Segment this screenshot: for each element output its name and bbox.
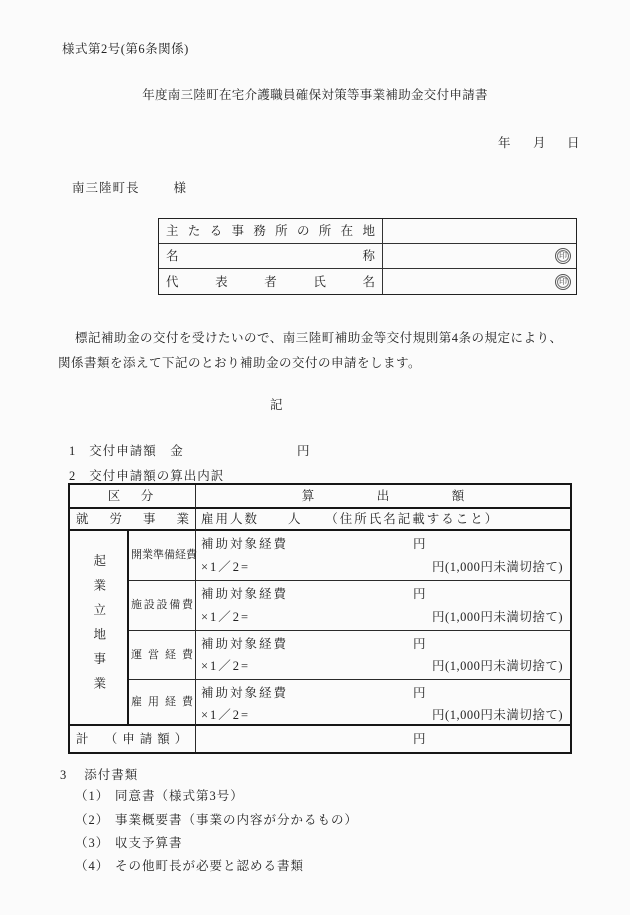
attachment-number: （4） — [75, 859, 110, 873]
body-line-1: 標記補助金の交付を受けたいので、南三陸町補助金等交付規則第4条の規定により、 — [75, 331, 563, 345]
total-row-label: 計 （申請額） — [70, 726, 196, 752]
item-label: 交付申請額 金 — [89, 444, 184, 458]
attachment-number: （1） — [75, 789, 110, 803]
addressee-honorific: 様 — [173, 181, 188, 195]
seal-mark-icon: 印 — [555, 274, 571, 290]
item-application-amount — [69, 441, 469, 459]
expense-value-operating — [196, 631, 570, 680]
attachment-label: 事業概要書（事業の内容が分かるもの） — [115, 813, 359, 827]
yen-unit: 円 — [297, 444, 311, 458]
attachment-number: （2） — [75, 813, 110, 827]
date-day-label: 日 — [567, 136, 580, 150]
cost-label: 補助対象経費 — [201, 686, 289, 700]
expense-name-facility: 施 設 設 備 費 — [129, 581, 196, 631]
header-category: 区 分 — [70, 485, 196, 509]
yen-unit: 円 — [413, 587, 426, 602]
representative-name-value — [383, 269, 576, 294]
item-number: 2 — [69, 469, 77, 483]
date-month-label: 月 — [533, 136, 546, 150]
ki-heading: 記 — [270, 398, 284, 412]
cost-label: 補助対象経費 — [201, 637, 289, 651]
yen-unit: 円 — [413, 537, 426, 552]
yen-unit: 円 — [413, 731, 426, 746]
page-title: 年度南三陸町在宅介護職員確保対策等事業補助金交付申請書 — [142, 88, 488, 102]
yen-unit: 円 — [413, 686, 426, 700]
employment-business-label: 就 労 事 業 — [70, 509, 196, 531]
startup-location-group — [70, 531, 129, 726]
attachment-other-documents — [75, 856, 304, 874]
employment-detail: 雇用人数 人 （住所氏名記載すること） — [196, 509, 570, 531]
cost-label: 補助対象経費 — [201, 587, 289, 602]
result-note: 円(1,000円未満切捨て) — [432, 659, 563, 673]
formula-label: ×1／2= — [201, 559, 251, 574]
formula-label: ×1／2= — [201, 609, 251, 624]
addressee-name: 南三陸町長 — [72, 181, 140, 195]
item-label: 添付書類 — [84, 768, 139, 782]
attachment-label: 収支予算書 — [115, 836, 183, 850]
expense-name-hiring: 雇 用 経 費 — [129, 680, 196, 726]
attachment-consent-form — [75, 786, 244, 804]
item-number: 3 — [60, 768, 68, 782]
result-note: 円(1,000円未満切捨て) — [432, 609, 563, 624]
expense-value-facility — [196, 581, 570, 631]
organization-name-value — [383, 244, 576, 269]
attachment-label: 同意書（様式第3号） — [115, 789, 244, 803]
item-calculation-breakdown — [69, 466, 224, 484]
yen-unit: 円 — [413, 637, 426, 651]
form-number: 様式第2号(第6条関係) — [62, 42, 189, 56]
expense-name-operating: 運 営 経 費 — [129, 631, 196, 680]
cost-label: 補助対象経費 — [201, 537, 289, 552]
expense-name-opening-prep: 開 業 準 備 経 費 — [129, 531, 196, 581]
attachment-budget — [75, 833, 183, 851]
representative-name-label: 代 表 者 氏 名 — [159, 269, 383, 294]
header-amount: 算 出 額 — [196, 485, 570, 509]
total-row-value — [196, 726, 570, 752]
organization-name-label: 名 称 — [159, 244, 383, 269]
applicant-info-table — [158, 218, 577, 295]
formula-label: ×1／2= — [201, 708, 251, 722]
office-address-value — [383, 219, 576, 244]
attachment-business-overview — [75, 810, 358, 828]
item-attachments — [60, 765, 138, 783]
body-paragraph — [58, 326, 576, 376]
office-address-label: 主 た る 事 務 所 の 所 在 地 — [159, 219, 383, 244]
calculation-table — [68, 483, 572, 754]
startup-location-label: 起業立地事業 — [91, 554, 106, 701]
expense-value-opening-prep — [196, 531, 570, 581]
attachment-label: その他町長が必要と認める書類 — [115, 859, 305, 873]
item-number: 1 — [69, 444, 77, 458]
addressee-line — [72, 178, 187, 196]
item-label: 交付申請額の算出内訳 — [89, 469, 225, 483]
result-note: 円(1,000円未満切捨て) — [432, 708, 563, 722]
seal-mark-icon: 印 — [555, 248, 571, 264]
formula-label: ×1／2= — [201, 659, 251, 673]
date-year-label: 年 — [498, 136, 511, 150]
attachment-number: （3） — [75, 836, 110, 850]
expense-value-hiring — [196, 680, 570, 726]
result-note: 円(1,000円未満切捨て) — [432, 559, 563, 574]
body-line-2: 関係書類を添えて下記のとおり補助金の交付の申請をします。 — [58, 356, 422, 370]
